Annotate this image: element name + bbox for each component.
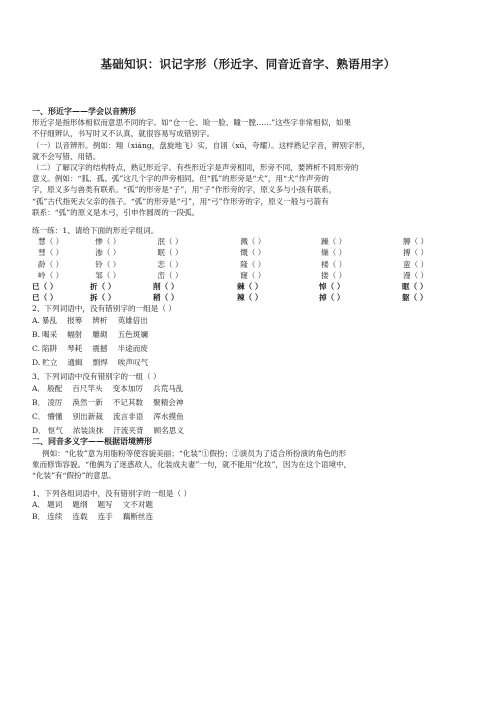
paragraph: （二）了解汉字的结构特点，熟记形近字。有些形近字是声旁相同，形旁不同，要辨析不同形旁的 (32, 163, 359, 173)
paragraph: “化装”有“假扮”的意思。 (32, 471, 116, 480)
grid-cell[interactable]: 溅（ ） (240, 237, 266, 247)
grid-cell[interactable]: 泯（ ） (157, 237, 183, 247)
option-word: 连手 (97, 511, 113, 521)
grid-cell[interactable]: 慧（ ） (38, 237, 64, 247)
option-label: C． (32, 411, 46, 421)
practice-intro: 练一练：1、请给下面的形近字组词。 (32, 226, 159, 236)
page-title: 基础知识：识记字形（形近字、同音近音字、熟语用字） (100, 57, 396, 71)
grid-cell[interactable]: 躯（ ） (402, 293, 428, 303)
option-word: 般配 (47, 383, 63, 393)
question-option[interactable] (32, 511, 472, 522)
grid-cell[interactable]: 渗（ ） (95, 248, 121, 258)
option-word: 怄气 (47, 426, 63, 436)
grid-cell[interactable]: 躁（ ） (321, 237, 347, 247)
grid-cell[interactable]: 龄（ ） (38, 259, 64, 269)
paragraph: 字，原义多与兽类有联系。“孤”的形旁是“子”，用“子”作形旁的字，原义多与小孩有联系， (32, 185, 337, 195)
question-option[interactable] (32, 425, 472, 436)
section2-heading: 二、同音多义字——根据语境辨形 (32, 436, 152, 447)
grid-cell[interactable]: 膊（ ） (402, 237, 429, 247)
paragraph: 象而修饰容貌。“他俩为了迷惑敌人，化装成夫妻”一句，就不能用“化妆”，因为在这个语境中， (32, 459, 352, 469)
grid-cell[interactable]: 眶（ ） (402, 281, 428, 291)
grid-cell[interactable]: 铃（ ） (95, 259, 121, 269)
option-word: 连载 (72, 511, 88, 521)
option-word: 报筹 (67, 315, 83, 325)
option-word: 喝采 (42, 329, 58, 339)
grid-cell[interactable]: 岭（ ） (38, 270, 64, 280)
option-word: 百尺竿头 (72, 383, 103, 393)
option-word: 浑水摸鱼 (153, 411, 184, 421)
question-option[interactable] (32, 411, 472, 422)
grid-cell[interactable]: 掉（ ） (319, 293, 345, 303)
grid-row (32, 281, 472, 292)
option-label: A. (32, 315, 40, 325)
paragraph: 就不会写错、用错。 (32, 151, 101, 161)
option-word: 兵荒马乱 (153, 383, 184, 393)
option-word: 题词 (47, 500, 63, 510)
option-word: 雕砌 (92, 329, 108, 339)
option-word: 浓装淡抹 (72, 426, 104, 436)
option-word: 陷阱 (41, 343, 58, 353)
paragraph: （一）以音辨形。例如：翔（xiáng，盘旋地飞）实，自诩（xǔ，夸耀）。这样熟记字音，辨别字形， (32, 140, 370, 150)
grid-cell[interactable]: 已（ ） (32, 281, 58, 291)
grid-cell[interactable]: 彗（ ） (38, 248, 64, 258)
paragraph: 意义。例如：“狐、孤、弧”这几个字的声旁相同。但“狐”的形旁是“犬”，用“犬”作声旁的 (32, 174, 329, 184)
question-option[interactable] (32, 343, 472, 354)
section1-heading: 一、形近字——学会以音辨形 (32, 106, 136, 116)
option-word: 辨析 (92, 315, 108, 325)
grid-cell[interactable]: 稍（ ） (153, 293, 179, 303)
option-word: 流言非语 (112, 411, 144, 421)
grid-cell[interactable]: 眠（ ） (157, 248, 183, 258)
grid-cell[interactable]: 悼（ ） (319, 281, 345, 291)
grid-cell[interactable]: 慨（ ） (240, 248, 266, 258)
grid-cell[interactable]: 邹（ ） (95, 270, 121, 280)
option-word: 幅射 (67, 329, 83, 339)
option-word: 暴乱 (41, 315, 58, 325)
question-stem: 2、下列词语中，没有错别字的一组是（ ） (32, 304, 176, 314)
grid-row (32, 259, 472, 270)
question-option[interactable] (32, 329, 472, 340)
option-word: 震撼 (92, 343, 108, 353)
grid-row (32, 292, 472, 303)
option-label: D. (32, 358, 41, 368)
option-word: 五色斑斓 (117, 329, 148, 339)
option-word: 聚精会神 (153, 397, 184, 407)
option-word: 题纲 (72, 500, 88, 510)
paragraph: 联系：“弧”的原义是木弓，引申作圆周的一段弧。 (32, 207, 200, 217)
question-stem: 3、下列词语中没有错别字的一组（ ） (32, 372, 161, 382)
option-label: B． (32, 397, 46, 407)
grid-cell[interactable]: 已（ ） (32, 293, 58, 303)
option-word: 唉声叹气 (117, 358, 149, 368)
option-label: C. (32, 343, 40, 353)
grid-cell[interactable]: 楼（ ） (321, 259, 347, 269)
grid-cell[interactable]: 搏（ ） (402, 248, 429, 258)
grid-cell[interactable]: 惨（ ） (95, 237, 121, 247)
grid-cell[interactable]: 蛮（ ） (402, 259, 429, 269)
option-word: 涣然一新 (72, 397, 103, 407)
option-word: 连续 (47, 511, 63, 521)
option-word: 凌厉 (47, 397, 63, 407)
option-word: 汗流夹背 (113, 426, 144, 436)
question-option[interactable] (32, 397, 472, 408)
word-grid (32, 236, 472, 303)
option-word: 通辑 (67, 358, 83, 368)
grid-cell[interactable]: 漫（ ） (402, 270, 429, 280)
grid-cell[interactable]: 削（ ） (153, 281, 179, 291)
paragraph: 不仔细辨认，书写时又不认真，就很容易写成错别字。 (32, 129, 215, 139)
option-word: 半途而废 (117, 343, 148, 353)
option-word: 别出新裁 (72, 411, 103, 421)
option-label: A． (32, 383, 46, 393)
option-word: 顾名思义 (153, 426, 184, 436)
grid-cell[interactable]: 辣（ ） (237, 293, 263, 303)
option-label: D． (32, 426, 46, 436)
grid-cell[interactable]: 燥（ ） (321, 248, 347, 258)
grid-cell[interactable]: 峦（ ） (157, 270, 183, 280)
document-body (32, 106, 472, 522)
question-option[interactable] (32, 315, 472, 326)
option-word: 不记其数 (112, 397, 144, 407)
option-word: 藕断丝连 (122, 511, 154, 521)
paragraph: “孤”古代指死去父亲的孩子。“弧”的形旁是“弓”，用“弓”作形旁的字，原义一般与弓箭有 (32, 196, 329, 206)
grid-cell[interactable]: 隆（ ） (240, 259, 266, 269)
question-option[interactable] (32, 499, 472, 510)
grid-cell[interactable]: 搂（ ） (321, 270, 347, 280)
grid-cell[interactable]: 拆（ ） (90, 293, 116, 303)
question-option[interactable] (32, 383, 472, 394)
option-word: 题写 (97, 500, 113, 510)
option-label: B． (32, 511, 46, 521)
option-word: 英雄倍出 (117, 315, 148, 325)
grid-row (32, 236, 472, 247)
grid-cell[interactable]: 折（ ） (90, 281, 116, 291)
question-stem: 1、下列各组词语中，没有错别字的一组是（ ） (32, 489, 192, 499)
paragraph: 形近字是指形体相似而意思不同的字。如“仓一仑、睑一脸、瞳一膛……”这些字非常相似，如果 (32, 118, 352, 128)
grid-row (32, 247, 472, 258)
option-word: 贮立 (42, 358, 58, 368)
option-label: B. (32, 329, 40, 339)
option-word: 懵懂 (47, 411, 63, 421)
option-word: 文不对题 (122, 500, 154, 510)
option-label: A． (32, 500, 46, 510)
grid-cell[interactable]: 棘（ ） (237, 281, 263, 291)
option-word: 剽悍 (92, 358, 108, 368)
grid-row (32, 270, 472, 281)
grid-cell[interactable]: 窿（ ） (240, 270, 266, 280)
grid-cell[interactable]: 恋（ ） (157, 259, 183, 269)
question-option[interactable] (32, 357, 472, 368)
option-word: 琴耗 (67, 343, 83, 353)
option-word: 变本加厉 (112, 383, 144, 393)
paragraph: 例如：“化妆”意为用脂粉等使容貌美丽；“化装”①假扮；②演员为了适合所扮演的角色的形 (42, 448, 347, 458)
